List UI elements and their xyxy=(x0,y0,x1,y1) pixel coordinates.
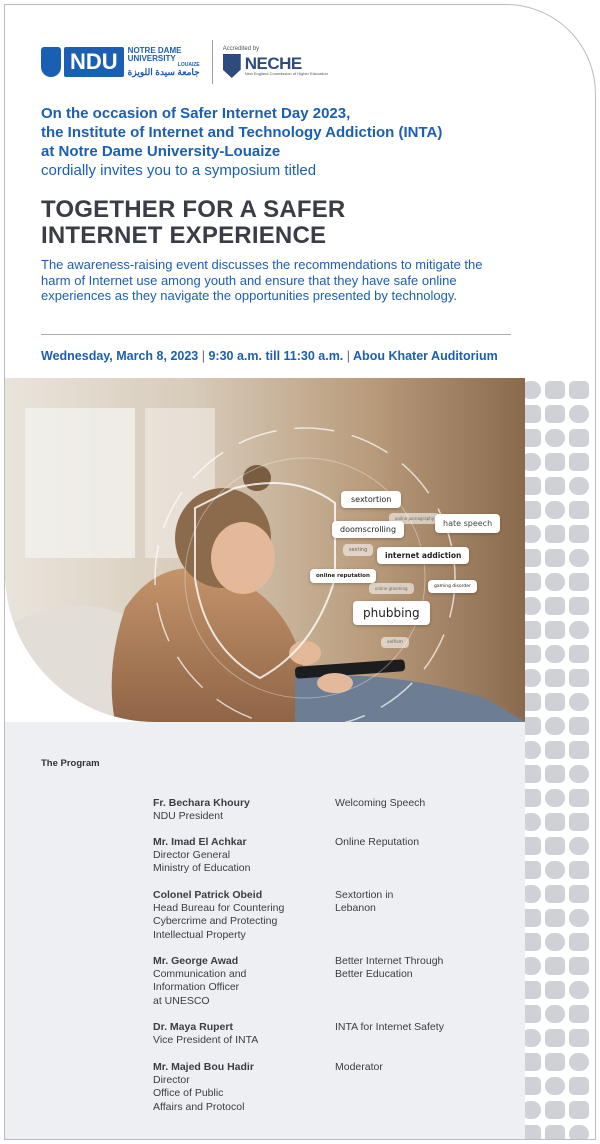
pattern-tile xyxy=(569,573,589,591)
pattern-tile xyxy=(545,501,565,519)
intro-text xyxy=(41,104,511,180)
pattern-tile xyxy=(569,1077,589,1095)
event-date: Wednesday, March 8, 2023 xyxy=(41,349,199,363)
pattern-tile xyxy=(545,1125,565,1140)
talk-topic: Welcoming Speech xyxy=(335,797,426,809)
tag-online-grooming: online grooming xyxy=(369,583,414,594)
pattern-tile xyxy=(569,1125,589,1140)
talk-topic: Moderator xyxy=(335,1061,383,1073)
speaker-name: Mr. Majed Bou Hadir xyxy=(153,1061,254,1073)
neche-shield-icon xyxy=(223,54,241,78)
pattern-tile xyxy=(569,789,589,807)
talk-topic: INTA for Internet Safety xyxy=(335,1021,444,1033)
pattern-tile xyxy=(545,381,565,399)
pattern-tile xyxy=(545,717,565,735)
speaker-role: Director Office of Public Affairs and Protocol xyxy=(153,1074,245,1113)
tag-phubbing: phubbing xyxy=(353,601,430,625)
pattern-tile xyxy=(569,477,589,495)
pattern-tile xyxy=(545,981,565,999)
pattern-tile xyxy=(569,501,589,519)
pattern-tile xyxy=(569,837,589,855)
intro-line-1: On the occasion of Safer Internet Day 2023, xyxy=(41,105,351,122)
neche-subtitle: New England Commission of Higher Education xyxy=(244,71,328,77)
pattern-tile xyxy=(569,909,589,927)
speaker-name: Fr. Bechara Khoury xyxy=(153,797,250,809)
tag-internet-addiction: internet addiction xyxy=(377,547,469,564)
talk-topic: Better Internet Through Better Education xyxy=(335,955,444,981)
tag-online-reputation: online reputation xyxy=(310,569,376,583)
event-description: The awareness-raising event discusses the recommendations to mitigate the harm of Internet use among youth and ensure that they have safe online experiences as they navigate the opportunities presented by technology. xyxy=(41,257,483,303)
pattern-tile xyxy=(545,861,565,879)
ndu-logo-text: NDU xyxy=(64,47,124,77)
pattern-tile xyxy=(545,429,565,447)
tag-hate-speech: hate speech xyxy=(435,514,500,533)
pattern-tile xyxy=(545,573,565,591)
pattern-tile xyxy=(545,693,565,711)
tag-selfism: selfism xyxy=(381,637,409,648)
talk-topic: Sextortion in Lebanon xyxy=(335,889,394,915)
pattern-tile xyxy=(569,669,589,687)
pattern-tile xyxy=(569,1101,589,1119)
event-time: 9:30 a.m. till 11:30 a.m. xyxy=(208,349,344,363)
pattern-tile xyxy=(569,597,589,615)
pattern-tile xyxy=(545,957,565,975)
pattern-tile xyxy=(545,477,565,495)
pattern-tile xyxy=(545,1053,565,1071)
intro-line-4: cordially invites you to a symposium titled xyxy=(41,162,317,179)
pattern-tile xyxy=(545,933,565,951)
pattern-tile xyxy=(545,597,565,615)
ndu-emblem-icon xyxy=(41,47,61,77)
tag-sexting: sexting xyxy=(343,544,373,556)
pattern-tile xyxy=(569,765,589,783)
pattern-tile xyxy=(545,1029,565,1047)
pattern-tile xyxy=(569,405,589,423)
pattern-tile xyxy=(545,621,565,639)
divider xyxy=(41,334,511,335)
speaker-role: Communication and Information Officer at UNESCO xyxy=(153,968,247,1007)
speaker-name: Colonel Patrick Obeid xyxy=(153,889,263,901)
pattern-tile xyxy=(545,765,565,783)
ndu-name xyxy=(128,47,200,77)
pattern-tile xyxy=(545,525,565,543)
pattern-tile xyxy=(569,429,589,447)
speaker-role: Vice President of INTA xyxy=(153,1034,259,1047)
decorative-pattern xyxy=(515,5,595,1140)
pattern-tile xyxy=(569,693,589,711)
pattern-tile xyxy=(569,1005,589,1023)
tag-doomscrolling: doomscrolling xyxy=(332,521,404,538)
pattern-tile xyxy=(569,1029,589,1047)
pattern-tile xyxy=(569,549,589,567)
pattern-tile xyxy=(545,741,565,759)
speaker-role: Director General Ministry of Education xyxy=(153,849,251,875)
intro-line-2: the Institute of Internet and Technology Addiction (INTA) xyxy=(41,124,443,141)
intro-line-3: at Notre Dame University-Louaize xyxy=(41,143,281,160)
speaker-name: Dr. Maya Rupert xyxy=(153,1021,233,1033)
separator: | xyxy=(346,349,351,363)
symposium-title xyxy=(41,197,511,249)
title-line-2: INTERNET EXPERIENCE xyxy=(41,222,327,249)
event-venue: Abou Khater Auditorium xyxy=(353,349,498,363)
pattern-tile xyxy=(545,909,565,927)
pattern-tile xyxy=(569,741,589,759)
ndu-logo xyxy=(41,47,200,77)
pattern-tile xyxy=(545,645,565,663)
pattern-tile xyxy=(545,1101,565,1119)
accredited-by-label: Accredited by xyxy=(222,46,260,52)
separator: | xyxy=(201,349,205,363)
talk-topic: Online Reputation xyxy=(335,836,420,848)
pattern-tile xyxy=(569,645,589,663)
pattern-tile xyxy=(569,453,589,471)
hero-photo xyxy=(5,378,525,722)
tag-sextortion: sextortion xyxy=(341,491,401,508)
header-divider xyxy=(212,40,213,84)
speaker-role: NDU President xyxy=(153,810,224,823)
speaker-role: Head Bureau for Countering Cybercrime and Protecting Intellectual Property xyxy=(153,902,285,941)
program-title: The Program xyxy=(41,758,100,769)
pattern-tile xyxy=(545,885,565,903)
pattern-tile xyxy=(569,981,589,999)
neche-name: NECHE xyxy=(244,54,302,74)
tag-gaming-disorder: gaming disorder xyxy=(428,580,477,593)
pattern-tile xyxy=(545,1077,565,1095)
pattern-tile xyxy=(569,885,589,903)
ndu-name-arabic: جامعة سيدة اللويزة xyxy=(127,67,200,77)
pattern-tile xyxy=(545,669,565,687)
pattern-tile xyxy=(569,861,589,879)
tag-online-pornography: online pornography xyxy=(389,513,440,524)
pattern-tile xyxy=(569,1053,589,1071)
ndu-name-line3: LOUAIZE xyxy=(177,62,200,68)
title-line-1: TOGETHER FOR A SAFER xyxy=(41,196,346,223)
pattern-tile xyxy=(545,453,565,471)
pattern-tile xyxy=(569,381,589,399)
ndu-name-line1: NOTRE DAME xyxy=(127,46,182,55)
pattern-tile xyxy=(569,957,589,975)
event-details xyxy=(41,349,521,363)
pattern-tile xyxy=(545,837,565,855)
pattern-tile xyxy=(545,549,565,567)
neche-logo xyxy=(223,46,328,78)
pattern-tile xyxy=(545,813,565,831)
speaker-name: Mr. George Awad xyxy=(153,955,239,967)
pattern-tile xyxy=(545,1005,565,1023)
pattern-tile xyxy=(569,717,589,735)
pattern-tile xyxy=(569,621,589,639)
invitation-card xyxy=(4,4,596,1140)
pattern-tile xyxy=(569,525,589,543)
pattern-tile xyxy=(545,789,565,807)
speaker-name: Mr. Imad El Achkar xyxy=(153,836,247,848)
pattern-tile xyxy=(569,813,589,831)
pattern-tile xyxy=(545,405,565,423)
pattern-tile xyxy=(569,933,589,951)
header xyxy=(41,39,328,85)
ndu-name-line2: UNIVERSITY xyxy=(127,54,176,63)
